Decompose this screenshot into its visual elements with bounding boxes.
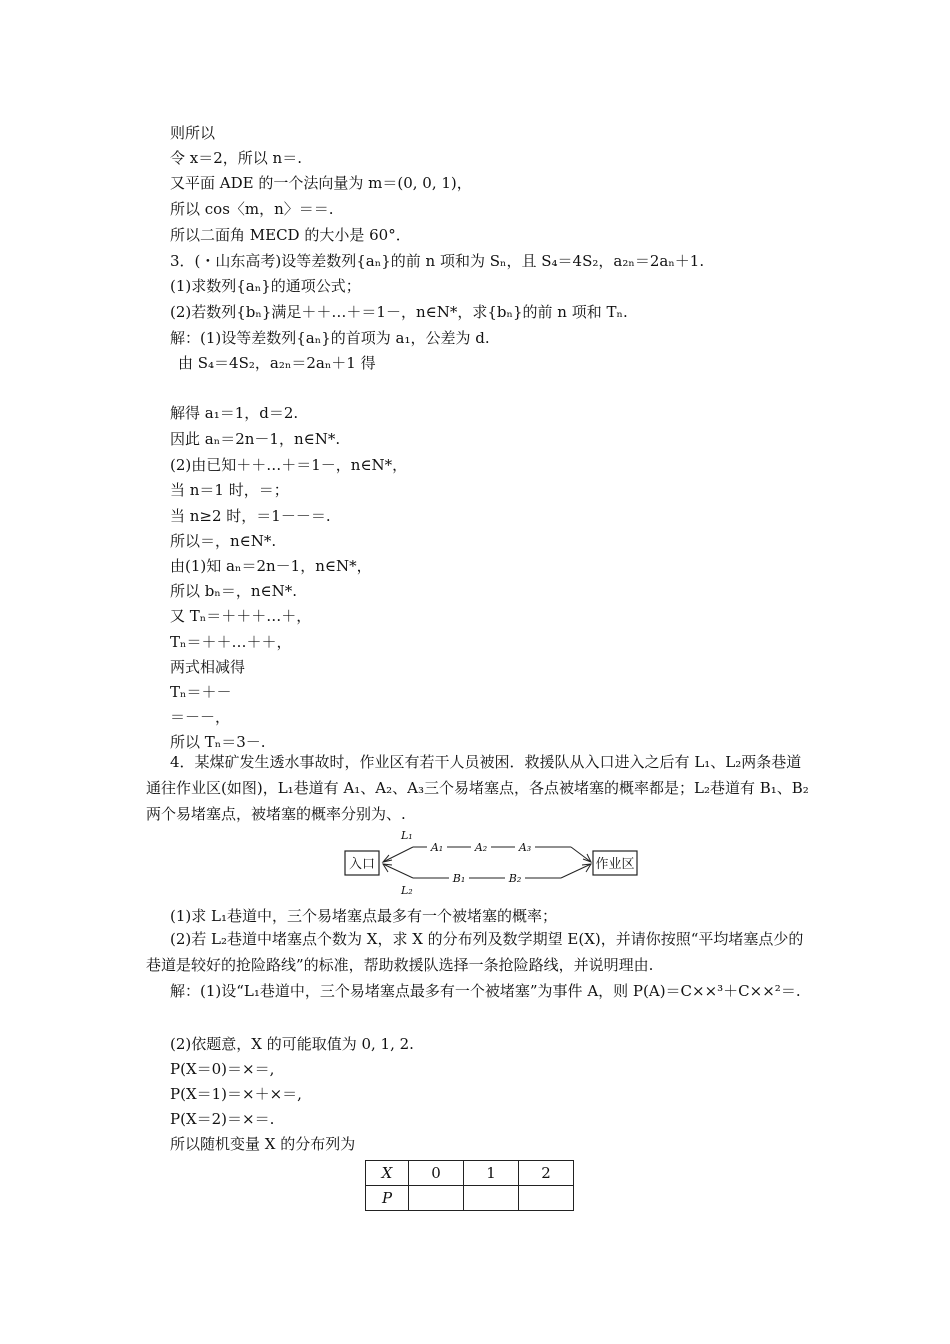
- text-line: 当 n＝1 时，＝；: [170, 481, 289, 499]
- table-cell: 2: [519, 1161, 574, 1186]
- text-line: P(X＝2)＝×＝.: [170, 1110, 275, 1128]
- text-line: (1)求数列{aₙ}的通项公式；: [170, 277, 361, 295]
- a2-label: A₂: [474, 841, 488, 854]
- table-cell: 1: [464, 1161, 519, 1186]
- text-line: 令 x＝2，所以 n＝.: [170, 149, 302, 167]
- text-line: 所以 Tₙ＝3－.: [170, 733, 266, 751]
- table-row: [366, 1186, 574, 1211]
- problem-4-statement: 4．某煤矿发生透水事故时，作业区有若干人员被困．救援队从入口进入之后有 L₁、L₂两条巷道通往作业区(如图)，L₁巷道有 A₁、A₂、A₃三个易堵塞点，各点被堵塞的概率都是；L₂巷道有 B₁、B₂两个易堵塞点，被堵塞的概率分别为、.: [146, 753, 809, 823]
- text-line: 由 S₄＝4S₂，a₂ₙ＝2aₙ＋1 得: [178, 354, 376, 372]
- text-line: 则所以: [170, 124, 216, 142]
- text-line: 所以 cos〈m，n〉＝＝.: [170, 200, 334, 218]
- text-line: 解得 a₁＝1，d＝2.: [170, 404, 299, 422]
- text-line: 当 n≥2 时，＝1－－＝.: [170, 507, 331, 525]
- text-line: 因此 aₙ＝2n－1，n∈N*.: [170, 430, 341, 448]
- text-line: Tₙ＝＋－: [170, 683, 232, 701]
- text-line: 由(1)知 aₙ＝2n－1，n∈N*，: [170, 557, 372, 575]
- table-cell: [409, 1186, 464, 1211]
- text-line: (2)依题意，X 的可能取值为 0, 1, 2.: [170, 1035, 414, 1053]
- text-line: 所以 bₙ＝，n∈N*.: [170, 582, 298, 600]
- b2-label: B₂: [508, 872, 522, 885]
- text-line: 又平面 ADE 的一个法向量为 m＝(0, 0, 1)，: [170, 174, 472, 192]
- question-1: (1)求 L₁巷道中，三个易堵塞点最多有一个被堵塞的概率；: [170, 907, 557, 925]
- solution-part-1: 解：(1)设“L₁巷道中，三个易堵塞点最多有一个被堵塞”为事件 A，则 P(A)＝C××³＋C××²＝.: [170, 982, 801, 1000]
- text-line: Tₙ＝＋＋…＋＋，: [170, 633, 292, 651]
- table-cell: [519, 1186, 574, 1211]
- table-cell: X: [366, 1161, 409, 1186]
- table-cell: [464, 1186, 519, 1211]
- text-line: 所以二面角 MECD 的大小是 60°．: [170, 226, 411, 244]
- text-line: 所以随机变量 X 的分布列为: [170, 1135, 356, 1153]
- l1-exit-branch: [571, 847, 591, 862]
- b1-label: B₁: [452, 872, 466, 885]
- text-line: 又 Tₙ＝＋＋＋…＋，: [170, 607, 312, 625]
- a1-label: A₁: [430, 841, 444, 854]
- l1-entry-branch: [383, 847, 413, 862]
- text-line: 所以＝，n∈N*.: [170, 532, 277, 550]
- problem-3-statement: 3．(・山东高考)设等差数列{aₙ}的前 n 项和为 Sₙ，且 S₄＝4S₂，a₂ₙ＝2aₙ＋1.: [170, 252, 705, 270]
- entrance-label: 入口: [348, 857, 376, 872]
- table-row: [366, 1161, 574, 1186]
- text-line: ＝－－，: [170, 708, 231, 726]
- text-line: (2)由已知＋＋…＋＝1－，n∈N*，: [170, 456, 408, 474]
- text-line: 解：(1)设等差数列{aₙ}的首项为 a₁，公差为 d.: [170, 329, 490, 347]
- distribution-table: [365, 1160, 574, 1211]
- table-cell: P: [366, 1186, 409, 1211]
- question-2: (2)若 L₂巷道中堵塞点个数为 X，求 X 的分布列及数学期望 E(X)，并请你按照“平均堵塞点少的巷道是较好的抢险路线”的标准，帮助救援队选择一条抢险路线，并说明理由.: [146, 930, 804, 974]
- workzone-label: 作业区: [595, 857, 635, 872]
- text-line: 两式相减得: [170, 658, 246, 676]
- l2-label: L₂: [401, 884, 413, 897]
- table-cell: 0: [409, 1161, 464, 1186]
- text-line: P(X＝0)＝×＝,: [170, 1060, 275, 1078]
- a3-label: A₃: [518, 841, 532, 854]
- l1-label: L₁: [401, 829, 413, 842]
- route-diagram: [343, 826, 643, 898]
- text-line: (2)若数列{bₙ}满足＋＋…＋＝1－，n∈N*，求{bₙ}的前 n 项和 Tₙ.: [170, 303, 628, 321]
- text-line: P(X＝1)＝×＋×＝,: [170, 1085, 302, 1103]
